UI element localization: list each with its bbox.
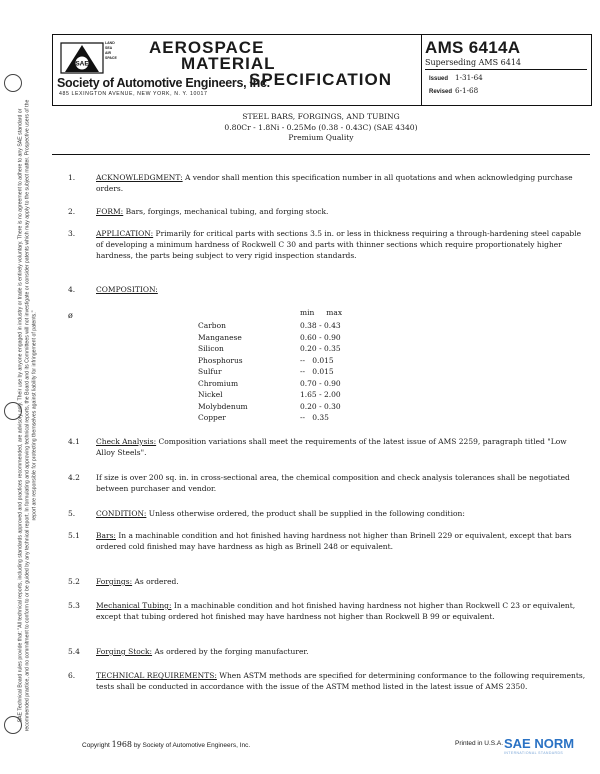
element-name: Copper: [198, 413, 226, 422]
header-title-line2: MATERIAL: [181, 54, 276, 73]
title-separator: [52, 154, 590, 155]
element-name: Sulfur: [198, 367, 222, 376]
section-text: Bars, forgings, mechanical tubing, and forging stock.: [123, 207, 329, 216]
section-text: In a machinable condition and hot finished having hardness not higher than Rockwell C 23 or equivalent, except that tubing ordered hot finished may have hardness not higher than Rockwell B 99 or equivalent.: [96, 601, 576, 621]
header-title-line1: AEROSPACE: [149, 38, 265, 57]
table-row: [198, 332, 390, 344]
element-range: 0.70 - 0.90: [300, 378, 341, 388]
composition-header: [198, 307, 390, 320]
header-divider: [421, 35, 422, 105]
table-row: [198, 320, 390, 332]
section-heading: CONDITION:: [96, 509, 147, 518]
element-name: Molybdenum: [198, 401, 248, 411]
copyright-year: 1968: [111, 740, 132, 749]
element-range: -- 0.015: [300, 367, 334, 376]
element-name: Manganese: [198, 332, 242, 342]
table-row: [198, 401, 390, 413]
section-heading: Bars:: [96, 531, 116, 540]
sae-logo-icon: [59, 39, 105, 75]
margin-disclaimer: SAE Technical Board rules provide that: "All technical reports, including standards approved and practices recommended, are advisory only. Their use by anyone engaged in industry or trade is entirely voluntary. There is no agreement to adhere to any SAE standard or recommended practice, and no commitment to conform to or be guided by any technical report. In formulating and approving technical reports, the Board and its Committees will not investigate or consider patents which may apply to the subject matter. Prospective users of the report are responsible for protecting themselves against liability for infringement of patents.": [17, 99, 38, 732]
title-line2: 0.80Cr - 1.8Ni - 0.25Mo (0.38 - 0.43C) (SAE 4340): [224, 122, 418, 132]
section-text: Unless otherwise ordered, the product shall be supplied in the following condition:: [146, 509, 465, 518]
section-heading: Forging Stock:: [96, 647, 153, 656]
section-number: 2.: [68, 207, 76, 216]
element-range: 0.20 - 0.30: [300, 401, 341, 411]
section-heading: COMPOSITION:: [96, 285, 158, 294]
section-heading: Mechanical Tubing:: [96, 601, 172, 610]
table-row: [198, 355, 390, 367]
logo-text: [105, 41, 125, 61]
copyright-notice: [82, 740, 250, 749]
table-row: [198, 389, 390, 401]
printed-note: Printed in U.S.A.: [455, 740, 504, 747]
element-range: -- 0.015: [300, 355, 334, 365]
composition-col-headers: [300, 307, 390, 320]
watermark-subtext: INTERNATIONAL STANDARDS: [504, 751, 564, 755]
table-row: [198, 343, 390, 355]
table-row: [198, 378, 390, 390]
element-name: Phosphorus: [198, 355, 243, 365]
section-number: 6.: [68, 671, 76, 680]
section-text: As ordered.: [132, 577, 179, 586]
copyright-by: by Society of Automotive Engineers, Inc.: [133, 742, 251, 749]
element-name: Nickel: [198, 390, 223, 399]
table-row: [198, 366, 390, 378]
section-number: 5.4: [68, 647, 80, 656]
spec-title: [52, 112, 590, 144]
title-line3: Premium Quality: [288, 133, 354, 142]
section-text: Primarily for critical parts with sections 3.5 in. or less in thickness requiring a through-hardening steel capable of developing a minimum hardness of Rockwell C 30 and parts with thinner sections which require proportionately higher hardness, the parts being subject to very rigid inspection standards.: [96, 229, 582, 260]
section-text: In a machinable condition and hot finished having hardness not higher than Brinell 229 or equivalent, except that bars ordered cold finished may have hardness as high as Brinell 248 or equivalent.: [96, 531, 572, 551]
element-range: 0.20 - 0.35: [300, 344, 341, 353]
section-number: 3.: [68, 229, 76, 238]
element-name: Carbon: [198, 321, 226, 330]
watermark: [504, 736, 575, 755]
revised-date: 6-1-68: [455, 86, 479, 95]
section-number: 4.: [68, 285, 76, 294]
element-range: 0.38 - 0.43: [300, 321, 341, 330]
logo-word-air: AIR: [105, 51, 112, 55]
element-name: Silicon: [198, 344, 224, 353]
section-number: 4.1: [68, 437, 80, 446]
section-number: 5.1: [68, 531, 80, 540]
spec-number: AMS 6414A: [425, 38, 521, 57]
section-number: 5.2: [68, 577, 80, 586]
col-min: min: [300, 308, 315, 317]
section-text: A vendor shall mention this specification number in all quotations and when acknowledging purchase orders.: [96, 173, 573, 193]
spec-header: [52, 34, 592, 106]
org-address: 485 LEXINGTON AVENUE, NEW YORK, N. Y. 10017: [59, 91, 208, 97]
section-heading: FORM:: [96, 207, 124, 216]
section-text: As ordered by the forging manufacturer.: [152, 647, 309, 656]
section-heading: TECHNICAL REQUIREMENTS:: [96, 671, 217, 680]
composition-table: [198, 307, 390, 424]
logo-mark: SAE: [75, 60, 89, 68]
section-text: If size is over 200 sq. in. in cross-sectional area, the chemical composition and check analysis tolerances shall be negotiated between purchaser and vendor.: [96, 473, 570, 493]
table-row: [198, 412, 390, 424]
element-range: 1.65 - 2.00: [300, 390, 341, 399]
title-line1: STEEL BARS, FORGINGS, AND TUBING: [242, 112, 400, 121]
copyright-label: Copyright: [82, 742, 110, 749]
logo-word-sea: SEA: [105, 46, 113, 50]
logo-word-land: LAND: [105, 41, 115, 45]
watermark-text: SAE NORM: [504, 736, 575, 751]
logo-word-space: SPACE: [105, 56, 117, 60]
section-number: 1.: [68, 173, 76, 182]
section-number: 5.: [68, 509, 76, 518]
section-text: When ASTM methods are specified for determining conformance to the following requirements, tests shall be conducted in accordance with the issue of the ASTM method listed in the latest issue of AMS 2350.: [96, 671, 586, 691]
col-max: max: [326, 308, 343, 317]
section-number: 5.3: [68, 601, 80, 610]
issued-label: Issued: [429, 76, 449, 82]
section-heading: Forgings:: [96, 577, 133, 586]
element-range: -- 0.35: [300, 413, 329, 422]
issue-dates: [429, 72, 483, 98]
section-heading: Check Analysis:: [96, 437, 157, 446]
section-heading: APPLICATION:: [96, 229, 154, 238]
issued-date: 1-31-64: [455, 73, 483, 82]
header-title-line3: SPECIFICATION: [249, 70, 393, 89]
superseding-note: Superseding AMS 6414: [425, 58, 587, 70]
org-name: Society of Automotive Engineers, Inc.: [57, 76, 270, 90]
change-mark: ø: [68, 311, 73, 320]
section-text: Composition variations shall meet the requirements of the latest issue of AMS 2259, paragraph titled "Low Alloy Steels".: [96, 437, 567, 457]
section-heading: ACKNOWLEDGMENT:: [96, 173, 183, 182]
binder-hole-top: [4, 74, 22, 92]
section-number: 4.2: [68, 473, 80, 482]
element-name: Chromium: [198, 378, 239, 388]
revised-label: Revised: [429, 89, 453, 95]
element-range: 0.60 - 0.90: [300, 332, 341, 342]
